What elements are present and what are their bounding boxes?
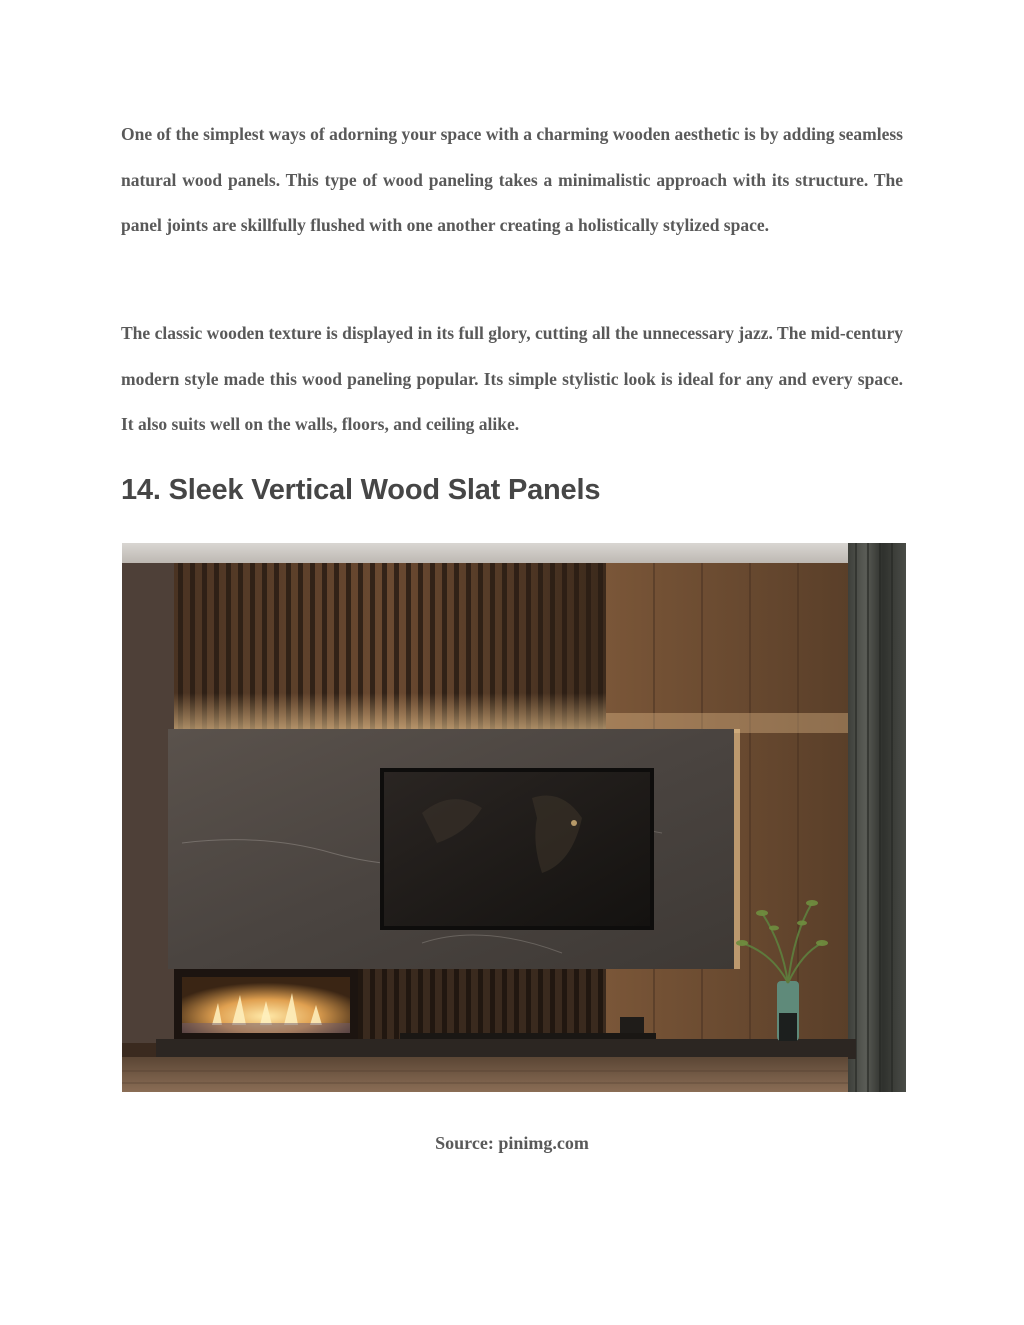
paragraph-wood-panels-intro: One of the simplest ways of adorning your space with a charming wooden aesthetic is by adding seamless natural wood panels. This type of wood paneling takes a minimalistic approach with its structure. The panel joints are skillfully flushed with one another creating a holistically stylized space. bbox=[121, 124, 903, 235]
section-heading: 14. Sleek Vertical Wood Slat Panels bbox=[121, 474, 601, 506]
living-room-photo bbox=[122, 543, 906, 1092]
image-source-caption: Source: pinimg.com bbox=[435, 1133, 589, 1153]
paragraph-classic-texture: The classic wooden texture is displayed in its full glory, cutting all the unnecessary jazz. The mid-century modern style made this wood paneling popular. Its simple stylistic look is ideal for any and every space. It also suits well on the walls, floors, and ceiling alike. bbox=[121, 323, 903, 434]
